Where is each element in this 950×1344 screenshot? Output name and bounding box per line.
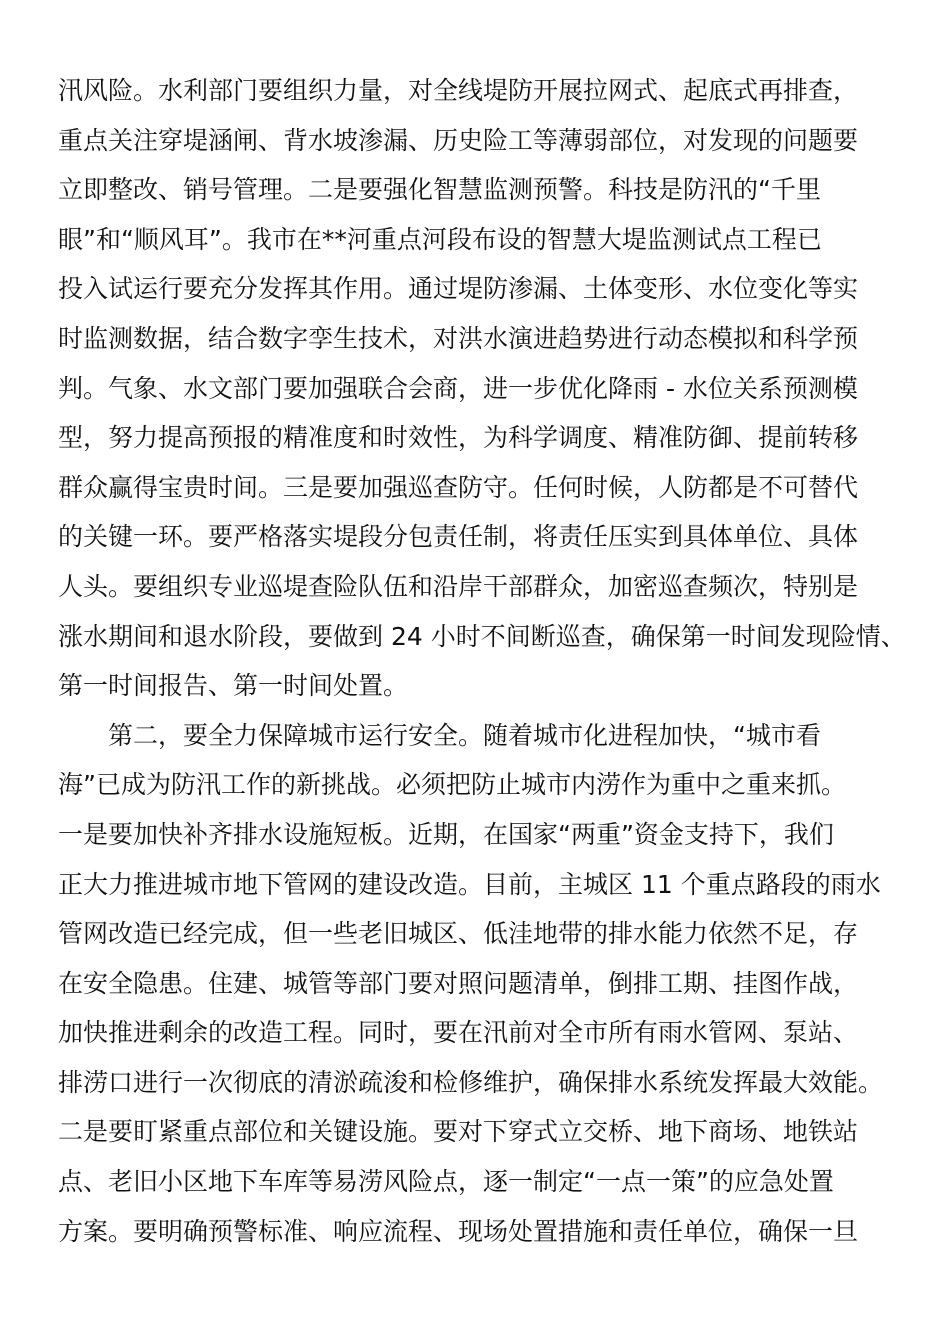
text-line: 排涝口进行一次彻底的清淤疏浚和检修维护，确保排水系统发挥最大效能。 [58,1067,884,1097]
text-line: 重点关注穿堤涵闸、背水坡渗漏、历史险工等薄弱部位，对发现的问题要 [58,125,859,155]
text-line: 海”已成为防汛工作的新挑战。必须把防止城市内涝作为重中之重来抓。 [58,770,846,800]
body-text [58,66,906,1256]
text-line: 涨水期间和退水阶段，要做到 24 小时不间断巡查，确保第一时间发现险情、 [58,621,906,651]
text-line: 群众赢得宝贵时间。三是要加强巡查防守。任何时候，人防都是不可替代 [58,472,859,502]
text-line: 点、老旧小区地下车库等易涝风险点，逐一制定“一点一策”的应急处置 [58,1167,834,1197]
text-line: 人头。要组织专业巡堤查险队伍和沿岸干部群众，加密巡查频次，特别是 [58,571,859,601]
text-line: 投入试运行要充分发挥其作用。通过堤防渗漏、土体变形、水位变化等实 [58,274,859,304]
text-line: 方案。要明确预警标准、响应流程、现场处置措施和责任单位，确保一旦 [58,1216,859,1246]
text-line: 的关键一环。要严格落实堤段分包责任制，将责任压实到具体单位、具体 [58,522,859,552]
paragraph-start-line: 第二，要全力保障城市运行安全。随着城市化进程加快，“城市看 [108,720,821,750]
text-line: 时监测数据，结合数字孪生技术，对洪水演进趋势进行动态模拟和科学预 [58,323,859,353]
text-line: 眼”和“顺风耳”。我市在**河重点河段布设的智慧大堤监测试点工程已 [58,224,822,254]
text-line: 正大力推进城市地下管网的建设改造。目前，主城区 11 个重点路段的雨水 [58,869,881,899]
text-line: 在安全隐患。住建、城管等部门要对照问题清单，倒排工期、挂图作战， [58,968,859,998]
text-line: 加快推进剩余的改造工程。同时，要在汛前对全市所有雨水管网、泵站、 [58,1018,859,1048]
text-line: 判。气象、水文部门要加强联合会商，进一步优化降雨 - 水位关系预测模 [58,373,858,403]
text-line: 一是要加快补齐排水设施短板。近期，在国家“两重”资金支持下，我们 [58,819,834,849]
text-line: 管网改造已经完成，但一些老旧城区、低洼地带的排水能力依然不足，存 [58,919,859,949]
text-line: 第一时间报告、第一时间处置。 [58,671,409,701]
text-line: 二是要盯紧重点部位和关键设施。要对下穿式立交桥、地下商场、地铁站 [58,1117,859,1147]
text-line: 型，努力提高预报的精准度和时效性，为科学调度、精准防御、提前转移 [58,423,859,453]
text-line: 汛风险。水利部门要组织力量，对全线堤防开展拉网式、起底式再排查， [58,76,859,105]
text-line: 立即整改、销号管理。二是要强化智慧监测预警。科技是防汛的“千里 [58,175,821,205]
